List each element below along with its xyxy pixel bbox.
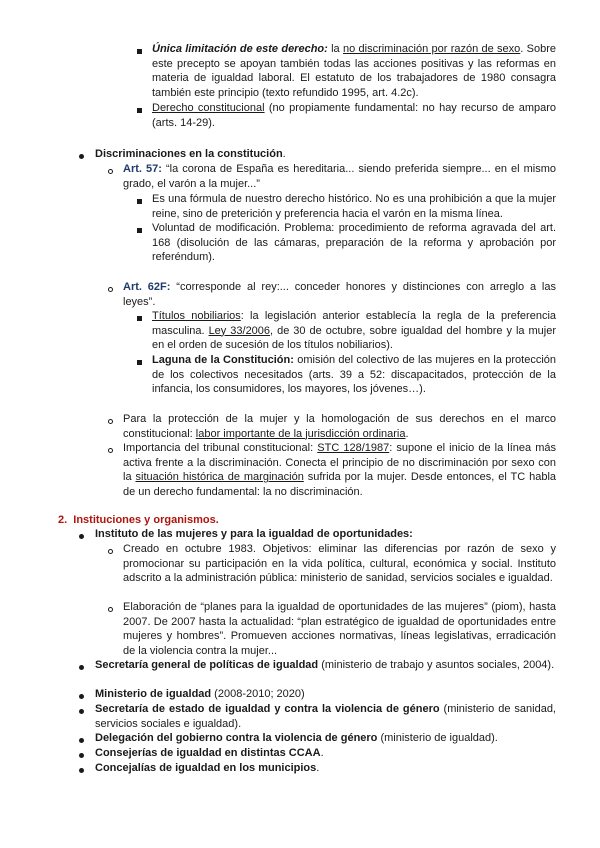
paragraph-delegacion-gobierno: Delegación del gobierno contra la violencia de género (ministerio de igualdad). bbox=[95, 732, 498, 744]
paragraph-art-57: Art. 57: “la corona de España es hereditaria... siendo preferida siempre... en el mismo grado, el varón a la mujer...” bbox=[123, 163, 556, 190]
circle-bullet-icon bbox=[108, 549, 113, 554]
square-bullet-icon bbox=[137, 199, 142, 204]
square-bullet-icon bbox=[137, 108, 142, 113]
bullet-icon bbox=[79, 709, 84, 714]
paragraph-ministerio-igualdad: Ministerio de igualdad (2008-2010; 2020) bbox=[95, 688, 305, 700]
paragraph-unica-limitacion: Única limitación de este derecho: la no discriminación por razón de sexo. Sobre este precepto se apoyan también todas las acciones positivas y las reformas en materia de igualdad laboral. El estatuto de los trabajadores de 1980 consagra también este principio (texto refundido 1995, art. 4.2c). bbox=[152, 43, 557, 99]
paragraph-planes-igualdad: Elaboración de “planes para la igualdad de oportunidades de las mujeres” (piom), hasta 2007. De 2007 hasta la actualidad: “plan estratégico de igualdad de oportunidades entre mujeres y hombres”. Promueven acciones normativas, líneas legislativas, erradicación de la violencia contra la mujer... bbox=[123, 601, 556, 657]
paragraph-secretaria-estado: Secretaría de estado de igualdad y contra la violencia de género (ministerio de sanidad, servicios sociales e igualdad). bbox=[95, 703, 556, 730]
circle-bullet-icon bbox=[108, 419, 113, 424]
link-derecho-constitucional: Derecho constitucional bbox=[152, 102, 265, 114]
paragraph-secretaria-general: Secretaría general de políticas de igualdad (ministerio de trabajo y asuntos sociales, 2004). bbox=[95, 659, 555, 671]
bold-lead: Única limitación de este derecho: bbox=[152, 43, 328, 55]
square-bullet-icon bbox=[137, 49, 142, 54]
circle-bullet-icon bbox=[108, 607, 113, 612]
paragraph-derecho-constitucional: Derecho constitucional (no propiamente fundamental: no hay recurso de amparo (arts. 14-29). bbox=[152, 102, 556, 129]
square-bullet-icon bbox=[137, 228, 142, 233]
link-situacion-marginacion: situación histórica de marginación bbox=[135, 471, 304, 484]
bullet-icon bbox=[79, 694, 84, 699]
bullet-icon bbox=[79, 665, 84, 670]
paragraph-formula-historica: Es una fórmula de nuestro derecho histórico. No es una prohibición a que la mujer reine, sino de preterición y preferencia hacia el varón en la misma línea. bbox=[152, 193, 556, 220]
paragraph-proteccion-mujer: Para la protección de la mujer y la homologación de sus derechos en el marco constitucional: labor importante de la jurisdicción ordinaria. bbox=[123, 413, 556, 440]
paragraph-concejalias: Concejalías de igualdad en los municipios. bbox=[95, 762, 320, 774]
circle-bullet-icon bbox=[108, 448, 113, 453]
bullet-icon bbox=[79, 534, 84, 539]
square-bullet-icon bbox=[137, 316, 142, 321]
square-bullet-icon bbox=[137, 360, 142, 365]
bullet-icon bbox=[79, 738, 84, 743]
paragraph-discriminaciones: Discriminaciones en la constitución. bbox=[95, 148, 286, 160]
section-heading-instituciones: 2. Instituciones y organismos. bbox=[58, 514, 219, 526]
paragraph-art-62f: Art. 62F: “corresponde al rey:... conceder honores y distinciones con arreglo a las leyes”. bbox=[123, 281, 556, 308]
link-jurisdiccion-ordinaria: labor importante de la jurisdicción ordinaria bbox=[195, 427, 406, 440]
paragraph-titulos-nobiliarios: Títulos nobiliarios: la legislación anterior establecía la regla de la preferencia masculina. Ley 33/2006, de 30 de octubre, sobre igualdad del hombre y la mujer en el orden de sucesión de los títulos nobiliarios). bbox=[152, 310, 557, 352]
paragraph-consejerias: Consejerías de igualdad en distintas CCAA. bbox=[95, 747, 324, 759]
link-stc-128-1987: STC 128/1987 bbox=[317, 442, 390, 454]
bullet-icon bbox=[79, 154, 84, 159]
paragraph-instituto-mujeres: Instituto de las mujeres y para la igualdad de oportunidades: bbox=[95, 528, 413, 540]
paragraph-laguna-constitucion: Laguna de la Constitución: omisión del colectivo de las mujeres en la protección de los colectivos necesitados (arts. 39 a 52: discapacitados, protección de la infancia, los consumidores, los mayores, los jóvenes…). bbox=[152, 354, 557, 396]
paragraph-creado-1983: Creado en octubre 1983. Objetivos: eliminar las diferencias por razón de sexo y promocionar su participación en la vida política, cultural, económica y social. Instituto adscrito a la administración pública: ministerio de sanidad, servicios sociales e igualdad. bbox=[123, 543, 556, 585]
bullet-icon bbox=[79, 768, 84, 773]
bullet-icon bbox=[79, 753, 84, 758]
circle-bullet-icon bbox=[108, 287, 113, 292]
paragraph-voluntad-modificacion: Voluntad de modificación. Problema: procedimiento de reforma agravada del art. 168 (disolución de las cámaras, preparación de la reforma y aprobación por referéndum). bbox=[152, 222, 556, 264]
circle-bullet-icon bbox=[108, 169, 113, 174]
link-ley-33-2006: Ley 33/2006 bbox=[208, 324, 271, 337]
link-no-discriminacion: no discriminación por razón de sexo bbox=[342, 43, 521, 55]
paragraph-tribunal-constitucional: Importancia del tribunal constitucional: STC 128/1987: supone el inicio de la línea más activa frente a la discriminación. Conecta el principio de no discriminación por sexo con la situación histórica de marginación sufrida por la mujer. Desde entonces, el TC habla de un derecho fundamental: la no discriminación. bbox=[123, 442, 557, 498]
link-titulos-nobiliarios: Títulos nobiliarios bbox=[152, 310, 241, 322]
